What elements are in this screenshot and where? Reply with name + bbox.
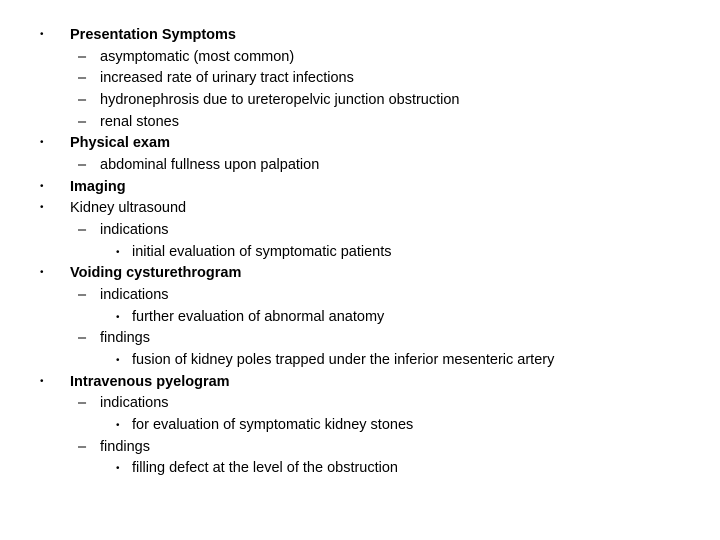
sub-sub-item xyxy=(116,350,554,370)
sub-sub-item-text: fusion of kidney poles trapped under the inferior mesenteric artery xyxy=(132,352,555,368)
dash-marker: – xyxy=(78,287,87,303)
bullet-marker: • xyxy=(40,267,44,279)
bullet-marker: • xyxy=(40,180,44,192)
dash-marker: – xyxy=(78,113,87,130)
bullet-marker: • xyxy=(40,137,44,149)
sub-item-text: abdominal fullness upon palpation xyxy=(100,157,320,173)
dash-marker: – xyxy=(78,157,87,173)
sub-sub-item xyxy=(116,415,413,435)
sub-item-text: increased rate of urinary tract infections xyxy=(100,70,354,87)
sub-item-text: findings xyxy=(100,330,150,347)
dot-marker: • xyxy=(116,420,120,431)
item-heading-imaging: Imaging xyxy=(70,178,126,195)
sub-item-text: renal stones xyxy=(100,113,179,130)
sub-item xyxy=(78,47,294,67)
dot-marker: • xyxy=(116,246,120,258)
sub-sub-item xyxy=(116,307,384,327)
sub-item xyxy=(78,285,169,305)
bullet-marker: • xyxy=(40,375,44,387)
sub-item xyxy=(78,68,354,88)
sub-item xyxy=(78,437,150,457)
sub-sub-item xyxy=(116,242,392,262)
sub-sub-item-text: for evaluation of symptomatic kidney stones xyxy=(132,417,414,433)
sub-sub-item-text: initial evaluation of symptomatic patients xyxy=(132,243,392,260)
dash-marker: – xyxy=(78,48,87,65)
item-heading-intravenous-pyelogram: Intravenous pyelogram xyxy=(70,373,230,390)
dash-marker: – xyxy=(78,438,87,455)
sub-item xyxy=(78,328,150,348)
dash-marker: – xyxy=(78,70,87,87)
sub-item-text: hydronephrosis due to ureteropelvic junction obstruction xyxy=(100,92,460,108)
sub-item-text: indications xyxy=(100,395,169,412)
sub-item xyxy=(78,393,169,413)
dash-marker: – xyxy=(78,222,87,238)
bullet-marker: • xyxy=(40,29,44,40)
bullet-marker: • xyxy=(40,202,44,214)
sub-item-text: indications xyxy=(100,287,169,303)
sub-sub-item-text: further evaluation of abnormal anatomy xyxy=(132,308,385,325)
sub-sub-item xyxy=(116,458,398,478)
dot-marker: • xyxy=(116,355,120,366)
sub-sub-item-text: filling defect at the level of the obstruction xyxy=(132,460,398,477)
sub-item-text: asymptomatic (most common) xyxy=(100,48,295,65)
item-heading-physical-exam: Physical exam xyxy=(70,135,170,152)
sub-item xyxy=(78,220,169,240)
sub-item-text: indications xyxy=(100,222,169,238)
sub-item xyxy=(78,112,179,132)
item-heading-presentation-symptoms: Presentation Symptoms xyxy=(70,27,236,43)
dash-marker: – xyxy=(78,92,87,108)
sub-item xyxy=(78,90,460,110)
dash-marker: – xyxy=(78,395,87,412)
item-heading-voiding-cysturethrogram: Voiding cysturethrogram xyxy=(70,265,242,282)
item-heading-kidney-ultrasound: Kidney ultrasound xyxy=(70,200,187,217)
dot-marker: • xyxy=(116,463,120,475)
dash-marker: – xyxy=(78,330,87,347)
sub-item-text: findings xyxy=(100,438,150,455)
sub-item xyxy=(78,155,319,175)
dot-marker: • xyxy=(116,311,120,323)
